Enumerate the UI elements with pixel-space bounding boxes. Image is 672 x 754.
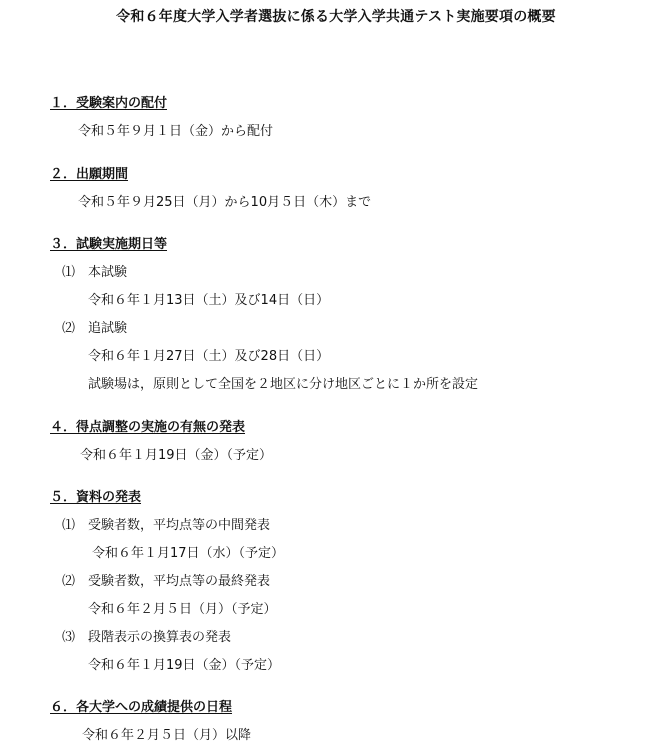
section-detail-4: 令和６年１月19日（金）（予定）	[80, 448, 273, 463]
subsection-detail-5-1: 令和６年１月17日（水）（予定）	[92, 546, 285, 561]
subsection-label-5-3: ⑶ 段階表示の換算表の発表	[62, 630, 232, 645]
subsection-detail-5-3: 令和６年１月19日（金）（予定）	[88, 658, 281, 673]
section-heading-6: ６．各大学への成績提供の日程	[50, 700, 233, 715]
section-heading-4: ４．得点調整の実施の有無の発表	[50, 420, 246, 435]
section-heading-1: １．受験案内の配付	[50, 96, 168, 111]
subsection-note-3-2: 試験場は，原則として全国を２地区に分け地区ごとに１か所を設定	[88, 377, 479, 392]
subsection-label-3-2: ⑵ 追試験	[62, 321, 128, 336]
section-heading-5: ５．資料の発表	[50, 490, 142, 505]
section-detail-6: 令和６年２月５日（月）以降	[82, 728, 252, 743]
section-heading-2: ２．出願期間	[50, 167, 129, 182]
subsection-detail-3-1: 令和６年１月13日（土）及び14日（日）	[88, 293, 330, 308]
subsection-label-5-1: ⑴ 受験者数，平均点等の中間発表	[62, 518, 271, 533]
document-title: 令和６年度大学入学者選抜に係る大学入学共通テスト実施要項の概要	[116, 9, 556, 25]
section-detail-1: 令和５年９月１日（金）から配付	[78, 124, 274, 139]
subsection-label-5-2: ⑵ 受験者数，平均点等の最終発表	[62, 574, 271, 589]
section-detail-2: 令和５年９月25日（月）から10月５日（木）まで	[78, 195, 372, 210]
subsection-detail-3-2: 令和６年１月27日（土）及び28日（日）	[88, 349, 330, 364]
subsection-label-3-1: ⑴ 本試験	[62, 265, 128, 280]
subsection-detail-5-2: 令和６年２月５日（月）（予定）	[88, 602, 277, 617]
section-heading-3: ３．試験実施期日等	[50, 237, 168, 252]
